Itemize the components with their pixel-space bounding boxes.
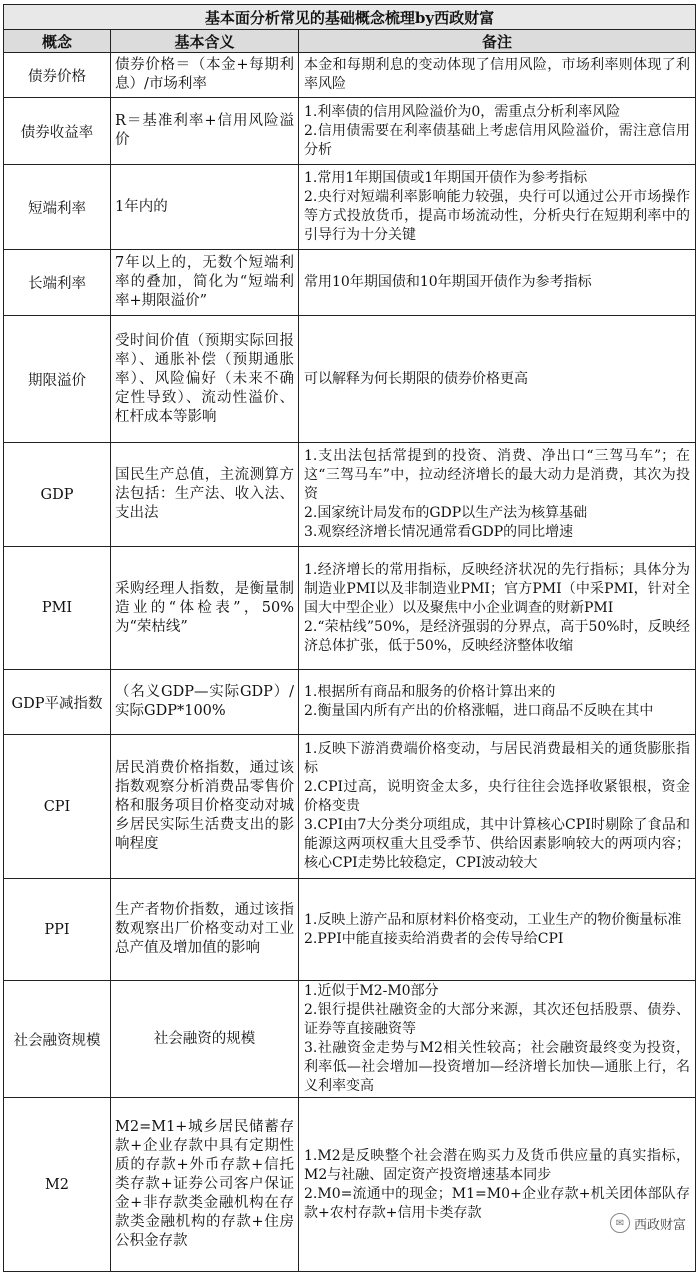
remark-line: 2.国家统计局发布的GDP以生产法为核算基础 — [304, 505, 588, 521]
concept-cell: GDP — [4, 443, 111, 547]
remark-cell — [299, 670, 696, 735]
table-row — [4, 1098, 696, 1272]
remark-line: 1.经济增长的常用指标，反映经济状况的先行指标；具体分为制造业PMI以及非制造业PMI；官方PMI（中采PMI，针对全国大中型企业）以及聚焦中小企业调查的财新PMI — [304, 561, 691, 616]
concept-cell: M2 — [4, 1098, 111, 1272]
remark-line: 1.反映下游消费端价格变动，与居民消费最相关的通货膨胀指标 — [304, 741, 691, 776]
concept-cell: PMI — [4, 547, 111, 670]
remark-line: 1.M2是反映整个社会潜在购买力及货币供应量的真实指标，M2与社融、固定资产投资增速基本同步 — [304, 1147, 691, 1183]
meaning-cell: R＝基准利率+信用风险溢价 — [111, 98, 299, 165]
table-row — [4, 165, 696, 250]
watermark-text: 西政财富 — [633, 1217, 686, 1233]
remark-line: 2.衡量国内所有产出的价格涨幅，进口商品不反映在其中 — [304, 703, 654, 719]
meaning-cell: 受时间价值（预期实际回报率）、通胀补偿（预期通胀率）、风险偏好（未来不确定性导致）、流动性溢价、杠杆成本等影响 — [111, 316, 299, 443]
meaning-cell: 债券价格＝（本金+每期利息）/市场利率 — [111, 53, 299, 98]
table-row — [4, 250, 696, 316]
remark-line: 3.社融资金走势与M2相关性较高；社会融资最终变为投资，利率低—社会增加—投资增加—经济增长加快—通胀上行，名义利率变高 — [304, 1040, 691, 1094]
concept-cell: 债券收益率 — [4, 98, 111, 165]
header-concept: 概念 — [4, 30, 111, 53]
remark-line: 2.“荣枯线”50%，是经济强弱的分界点，高于50%时，反映经济总体扩张，低于50%，反映经济整体收缩 — [304, 618, 691, 654]
concept-cell: 短端利率 — [4, 165, 111, 250]
remark-cell — [299, 250, 696, 316]
concept-cell: 社会融资规模 — [4, 981, 111, 1098]
table-row — [4, 670, 696, 735]
remark-line: 2.CPI过高，说明资金太多，央行往往会选择收紧银根，资金价格变贵 — [304, 779, 691, 814]
remark-line: 可以解释为何长期限的债券价格更高 — [304, 370, 528, 387]
concept-cell: 期限溢价 — [4, 316, 111, 443]
header-meaning: 基本含义 — [111, 30, 299, 53]
watermark — [610, 1213, 686, 1233]
concept-cell: 长端利率 — [4, 250, 111, 316]
remark-line: 3.CPI由7大分类分项组成，其中计算核心CPI时剔除了食品和能源这两项权重大且受季节、供给因素影响较大的两项内容；核心CPI走势比较稳定，CPI波动较大 — [304, 817, 691, 871]
table-row — [4, 547, 696, 670]
remark-line: 2.银行提供社融资金的大部分来源，其次还包括股票、债券、证券等直接融资等 — [304, 1002, 691, 1037]
concept-cell: GDP平减指数 — [4, 670, 111, 735]
meaning-cell: 7年以上的，无数个短端利率的叠加，简化为“短端利率+期限溢价” — [111, 250, 299, 316]
remark-cell — [299, 735, 696, 879]
remark-line: 1.常用1年期国债或1年期国开债作为参考指标 — [304, 170, 588, 186]
wechat-icon: ✉ — [610, 1213, 630, 1233]
meaning-cell: （名义GDP—实际GDP）/实际GDP*100% — [111, 670, 299, 735]
remark-line: 本金和每期利息的变动体现了信用风险，市场利率则体现了利率风险 — [304, 57, 691, 92]
remark-cell — [299, 547, 696, 670]
meaning-cell: 国民生产总值，主流测算方法包括：生产法、收入法、支出法 — [111, 443, 299, 547]
remark-cell — [299, 443, 696, 547]
remark-line: 1.利率债的信用风险溢价为0，需重点分析利率风险 — [304, 103, 621, 120]
meaning-cell: 居民消费价格指数，通过该指数观察分析消费品零售价格和服务项目价格变动对城乡居民实际生活费支出的影响程度 — [111, 735, 299, 879]
remark-cell — [299, 879, 696, 981]
remark-line: 1.近似于M2-M0部分 — [304, 983, 439, 999]
table-row — [4, 879, 696, 981]
remark-cell — [299, 1098, 696, 1272]
meaning-cell: M2=M1+城乡居民储蓄存款+企业存款中具有定期性质的存款+外币存款+信托类存款+证券公司客户保证金+非存款类金融机构在存款类金融机构的存款+住房公积金存款 — [111, 1098, 299, 1272]
remark-line: 2.信用债需要在利率债基础上考虑信用风险溢价，需注意信用分析 — [304, 122, 691, 158]
concept-table-container — [3, 4, 695, 1272]
remark-line: 2.央行对短端利率影响能力较强，央行可以通过公开市场操作等方式投放货币，提高市场流动性，分析央行在短期利率中的引导行为十分关键 — [304, 189, 691, 243]
header-remark: 备注 — [299, 30, 696, 53]
remark-line: 1.反映上游产品和原材料价格变动，工业生产的物价衡量标准 — [304, 911, 682, 928]
remark-cell — [299, 165, 696, 250]
remark-line: 2.PPI中能直接卖给消费者的会传导给CPI — [304, 930, 564, 947]
table-row — [4, 53, 696, 98]
remark-line: 3.观察经济增长情况通常看GDP的同比增速 — [304, 524, 574, 540]
table-row — [4, 443, 696, 547]
meaning-cell: 采购经理人指数，是衡量制造业的“体检表”，50%为“荣枯线” — [111, 547, 299, 670]
meaning-cell: 社会融资的规模 — [111, 981, 299, 1098]
concept-cell: PPI — [4, 879, 111, 981]
table-row — [4, 316, 696, 443]
table-row — [4, 98, 696, 165]
table-row — [4, 981, 696, 1098]
remark-cell — [299, 53, 696, 98]
table-title: 基本面分析常见的基础概念梳理by西政财富 — [4, 5, 696, 30]
remark-line: 2.M0=流通中的现金；M1=M0+企业存款+机关团体部队存款+农村存款+信用卡类存款 — [304, 1185, 691, 1221]
meaning-cell: 生产者物价指数，通过该指数观察出厂价格变动对工业总产值及增加值的影响 — [111, 879, 299, 981]
meaning-cell: 1年内的 — [111, 165, 299, 250]
concept-table — [3, 4, 696, 1272]
remark-cell — [299, 981, 696, 1098]
remark-cell — [299, 98, 696, 165]
remark-line: 常用10年期国债和10年期国开债作为参考指标 — [304, 274, 592, 290]
table-row — [4, 735, 696, 879]
remark-cell — [299, 316, 696, 443]
remark-line: 1.支出法包括常提到的投资、消费、净出口“三驾马车”；在这“三驾马车”中，拉动经济增长的最大动力是消费，其次为投资 — [304, 448, 691, 502]
concept-cell: CPI — [4, 735, 111, 879]
remark-line: 1.根据所有商品和服务的价格计算出来的 — [304, 684, 556, 700]
concept-cell: 债券价格 — [4, 53, 111, 98]
